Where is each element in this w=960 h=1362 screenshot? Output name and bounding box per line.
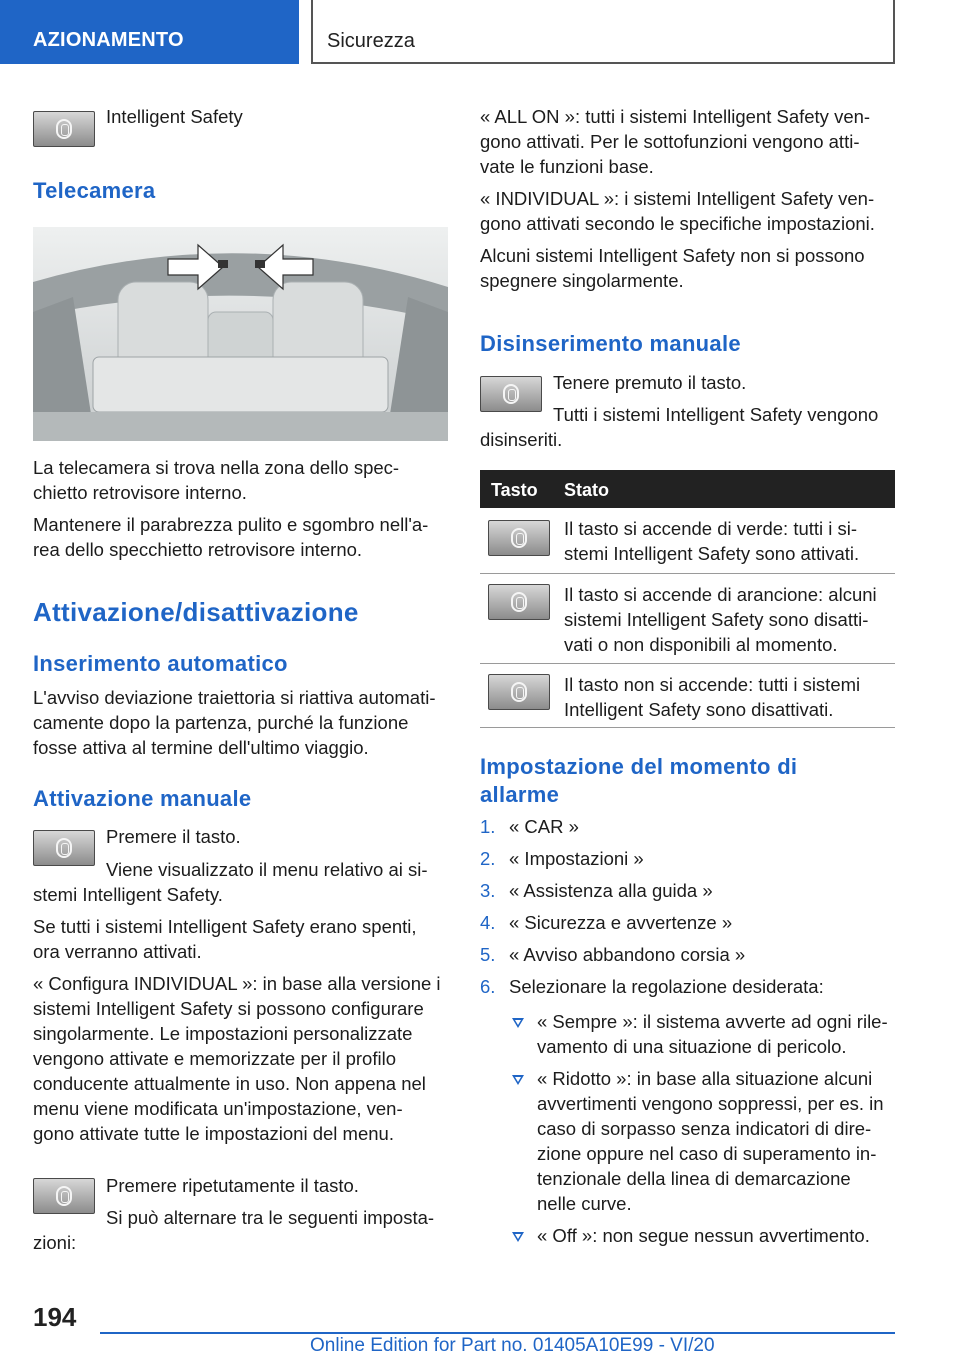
heading-manual: Attivazione manuale — [33, 786, 252, 811]
row-text: Il tasto non si accende: tutti i sistemi — [564, 674, 861, 695]
camera-text-2a: Mantenere il parabrezza pulito e sgombro nell'a- — [33, 514, 429, 535]
config-text-2: sistemi Intelligent Safety si possono configurare — [33, 998, 424, 1019]
camera-text-1b: chietto retrovisore interno. — [33, 482, 247, 503]
auto-text-3: fosse attiva al termine dell'ultimo viaggio. — [33, 737, 369, 758]
step-text: « Assistenza alla guida » — [509, 880, 713, 901]
camera-text-1a: La telecamera si trova nella zona dello spec- — [33, 457, 400, 478]
manual-button-icon — [33, 830, 95, 866]
col-key-header: Tasto — [491, 480, 538, 500]
row-text: Il tasto si accende di verde: tutti i si- — [564, 518, 858, 539]
heading-activation: Attivazione/disattivazione — [33, 597, 359, 627]
individual-text-2: gono attivati secondo le specifiche impostazioni. — [480, 213, 875, 234]
repeat-alt-text-1: Si può alternare tra le seguenti imposta- — [106, 1207, 435, 1228]
button-label: Intelligent Safety — [106, 106, 243, 127]
step-text: « Sicurezza e avvertenze » — [509, 912, 733, 933]
config-text-5: conducente attualmente in uso. Non appena nel — [33, 1073, 426, 1094]
step-number: 3. — [480, 880, 496, 901]
config-text-6: menu viene modificata un'impostazione, ven- — [33, 1098, 403, 1119]
repeat-alt-text-2: zioni: — [33, 1232, 77, 1253]
camera-interior-photo — [33, 227, 448, 441]
step-text: « Impostazioni » — [509, 848, 644, 869]
repeat-button-icon — [33, 1178, 95, 1214]
row-text: Il tasto si accende di arancione: alcuni — [564, 584, 877, 605]
option-text: zione oppure nel caso di superamento in- — [537, 1143, 877, 1164]
section-title: Sicurezza — [327, 30, 415, 52]
step-number: 4. — [480, 912, 496, 933]
col-state-header: Stato — [564, 480, 609, 500]
heading-timing-1: Impostazione del momento di — [480, 754, 798, 779]
row-text: sistemi Intelligent Safety sono disatti- — [564, 609, 869, 630]
allon-text-3: vate le funzioni base. — [480, 156, 654, 177]
off-button-icon — [488, 674, 550, 710]
step-number: 1. — [480, 816, 496, 837]
bullet-triangle-icon — [512, 1232, 524, 1242]
disable-button-icon — [480, 376, 542, 412]
footer-rule — [100, 1332, 895, 1334]
table-row — [480, 574, 895, 664]
disable-all-text-1: Tutti i sistemi Intelligent Safety vengono — [553, 404, 879, 425]
option-text: avvertimenti vengono soppressi, per es. in — [537, 1093, 884, 1114]
manual-press-text: Premere il tasto. — [106, 826, 241, 847]
individual-text-1: « INDIVIDUAL »: i sistemi Intelligent Safety ven- — [480, 188, 875, 209]
section-header — [311, 0, 895, 64]
heading-disable: Disinserimento manuale — [480, 331, 741, 356]
step-text: « CAR » — [509, 816, 579, 837]
step-number: 2. — [480, 848, 496, 869]
row-text: vati o non disponibili al momento. — [564, 634, 838, 655]
config-text-7: gono attivate tutte le impostazioni del menu. — [33, 1123, 394, 1144]
green-button-icon — [488, 520, 550, 556]
option-text: nelle curve. — [537, 1193, 632, 1214]
config-text-1: « Configura INDIVIDUAL »: in base alla versione i — [33, 973, 441, 994]
some-systems-text-2: spegnere singolarmente. — [480, 270, 684, 291]
manual-menu-text-1: Viene visualizzato il menu relativo ai si- — [106, 859, 428, 880]
step-text: « Avviso abbandono corsia » — [509, 944, 746, 965]
manual-menu-text-2: stemi Intelligent Safety. — [33, 884, 223, 905]
row-text: stemi Intelligent Safety sono attivati. — [564, 543, 860, 564]
config-text-3: singolarmente. Le impostazioni personalizzate — [33, 1023, 413, 1044]
step-number: 6. — [480, 976, 496, 997]
state-table-header — [480, 470, 895, 508]
allon-text-2: gono attivati. Per le sottofunzioni vengono atti- — [480, 131, 860, 152]
auto-text-1: L'avviso deviazione traiettoria si riattiva automati- — [33, 687, 436, 708]
row-text: Intelligent Safety sono disattivati. — [564, 699, 834, 720]
chapter-tab: AZIONAMENTO — [0, 0, 299, 64]
heading-camera: Telecamera — [33, 178, 156, 203]
page-number: 194 — [33, 1302, 77, 1332]
allon-text-1: « ALL ON »: tutti i sistemi Intelligent Safety ven- — [480, 106, 871, 127]
some-systems-text-1: Alcuni sistemi Intelligent Safety non si possono — [480, 245, 865, 266]
table-row — [480, 508, 895, 574]
disable-all-text-2: disinseriti. — [480, 429, 563, 450]
manual-all-text-1: Se tutti i sistemi Intelligent Safety erano spenti, — [33, 916, 417, 937]
disable-hold-text: Tenere premuto il tasto. — [553, 372, 747, 393]
repeat-press-text: Premere ripetutamente il tasto. — [106, 1175, 359, 1196]
orange-button-icon — [488, 584, 550, 620]
option-text: « Sempre »: il sistema avverte ad ogni rile- — [537, 1011, 888, 1032]
step-number: 5. — [480, 944, 496, 965]
option-text: « Ridotto »: in base alla situazione alcuni — [537, 1068, 873, 1089]
auto-text-2: camente dopo la partenza, purché la funzione — [33, 712, 409, 733]
option-text: caso di sorpasso senza indicatori di dire- — [537, 1118, 872, 1139]
config-text-4: vengono attivate e memorizzate per il profilo — [33, 1048, 396, 1069]
step-text: Selezionare la regolazione desiderata: — [509, 976, 824, 997]
heading-auto: Inserimento automatico — [33, 651, 288, 676]
bullet-triangle-icon — [512, 1018, 524, 1028]
bullet-triangle-icon — [512, 1075, 524, 1085]
option-text: tenzionale della linea di demarcazione — [537, 1168, 851, 1189]
intelligent-safety-button-icon — [33, 111, 95, 147]
option-text: « Off »: non segue nessun avvertimento. — [537, 1225, 870, 1246]
edition-text: Online Edition for Part no. 01405A10E99 - VI/20 — [310, 1335, 715, 1356]
table-row — [480, 664, 895, 728]
manual-all-text-2: ora verranno attivati. — [33, 941, 202, 962]
heading-timing-2: allarme — [480, 782, 560, 807]
option-text: vamento di una situazione di pericolo. — [537, 1036, 847, 1057]
camera-text-2b: rea dello specchietto retrovisore interno. — [33, 539, 363, 560]
